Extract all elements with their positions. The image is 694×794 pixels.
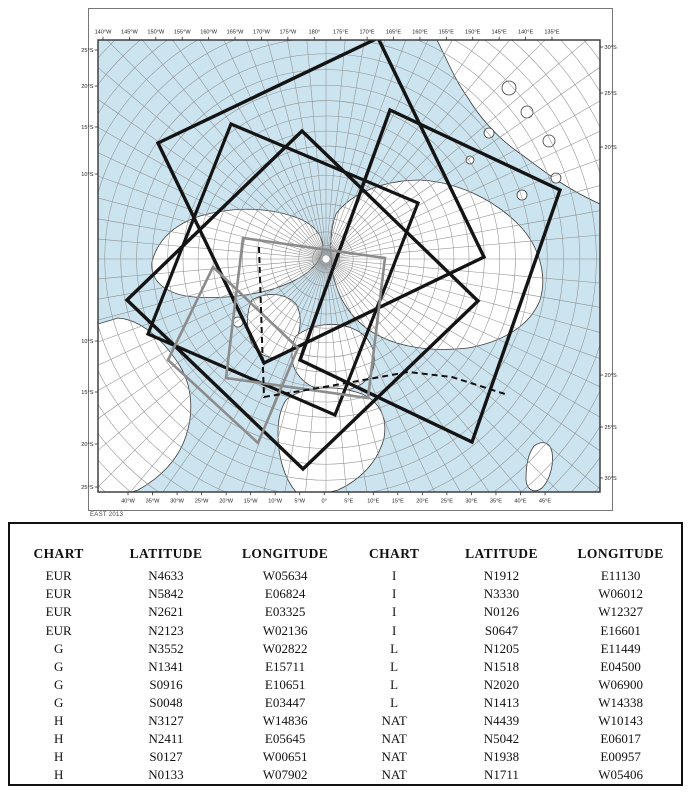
longitude-cell: E15711 <box>265 658 306 674</box>
latitude-cell: N3127 <box>148 712 184 728</box>
tick-label-top: 170°E <box>359 29 375 36</box>
tick-label-bottom: 20°E <box>416 498 429 505</box>
tick-label-bottom: 30°E <box>465 498 478 505</box>
longitude-cell: E00957 <box>600 749 641 765</box>
longitude-cell: E03447 <box>264 694 306 710</box>
table-row <box>10 567 346 585</box>
tick-label-bottom: 25°E <box>440 498 453 505</box>
chart-cell: EUR <box>45 622 72 638</box>
latitude-cell: S0127 <box>149 749 183 765</box>
map-caption: EAST 2013 <box>90 512 124 518</box>
tick-label-bottom: 45°E <box>538 498 552 505</box>
tick-label-top: 175°W <box>279 29 297 36</box>
chart-cell: EUR <box>45 586 72 602</box>
tick-label-top: 175°E <box>333 29 349 36</box>
longitude-cell: W05406 <box>598 767 643 783</box>
column-header-longitude: LONGITUDE <box>242 546 329 561</box>
column-header-latitude: LATITUDE <box>465 546 538 561</box>
latitude-cell: N1205 <box>483 640 520 656</box>
table-row <box>346 730 682 748</box>
tick-label-top: 140°W <box>94 29 112 36</box>
latitude-cell: N1912 <box>483 568 520 584</box>
latitude-cell: N1938 <box>483 749 520 765</box>
chart-cell: G <box>53 640 64 656</box>
table-header-row <box>346 538 682 567</box>
table-row <box>346 712 682 730</box>
latitude-cell: N1341 <box>148 658 184 674</box>
tick-label-top: 155°E <box>438 29 454 36</box>
longitude-cell: W12327 <box>598 604 643 620</box>
longitude-cell: W06900 <box>598 676 643 692</box>
tick-label-right: 25°S <box>604 425 617 431</box>
tick-label-bottom: 35°W <box>145 498 160 505</box>
chart-cell: NAT <box>381 767 407 783</box>
tick-label-top: 165°E <box>385 29 402 36</box>
latitude-cell: N3552 <box>148 640 184 656</box>
chart-cell: H <box>53 767 64 783</box>
latitude-cell: S0647 <box>484 622 519 638</box>
tick-label-left: 10°S <box>81 339 94 345</box>
table-row <box>346 657 682 675</box>
latitude-cell: N0133 <box>148 767 184 783</box>
tick-label-bottom: 15°E <box>391 498 404 505</box>
longitude-cell: E11130 <box>600 568 641 584</box>
chart-cell: H <box>53 731 64 747</box>
tick-label-right: 25°S <box>604 91 617 97</box>
longitude-cell: E06824 <box>264 586 306 602</box>
tick-label-bottom: 25°W <box>194 498 209 505</box>
chart-cell: H <box>53 749 64 765</box>
table-row <box>10 585 346 603</box>
coordinates-table-box <box>8 522 683 786</box>
tick-label-bottom: 10°E <box>367 498 380 505</box>
island-1 <box>521 106 533 118</box>
longitude-cell: W05634 <box>262 568 308 584</box>
longitude-cell: E16601 <box>600 622 641 638</box>
latitude-cell: S0048 <box>149 694 183 710</box>
tick-label-right: 30°S <box>604 45 617 51</box>
tick-label-right: 20°S <box>604 373 617 379</box>
tick-label-left: 20°S <box>81 442 94 448</box>
tick-label-bottom: 5°W <box>294 498 306 505</box>
table-row <box>10 766 346 784</box>
tick-label-top: 150°W <box>147 29 165 36</box>
column-header-chart: CHART <box>369 546 420 561</box>
table-row <box>10 694 346 712</box>
table-row <box>346 748 682 766</box>
island-3 <box>543 135 555 147</box>
tick-label-top: 145°E <box>491 29 507 36</box>
chart-cell: G <box>53 676 64 692</box>
longitude-cell: E11449 <box>600 640 641 656</box>
tick-label-bottom: 5°E <box>344 498 354 505</box>
latitude-cell: N1518 <box>483 658 520 674</box>
tick-label-top: 160°E <box>412 29 428 36</box>
table-row <box>346 621 682 639</box>
chart-cell: NAT <box>381 749 407 765</box>
column-header-longitude: LONGITUDE <box>577 546 664 561</box>
tick-label-left: 25°S <box>81 48 94 54</box>
longitude-cell: W14836 <box>262 712 308 728</box>
longitude-cell: W10143 <box>598 712 643 728</box>
longitude-cell: E10651 <box>264 676 306 692</box>
column-header-chart: CHART <box>33 546 84 561</box>
table-row <box>10 748 346 766</box>
latitude-cell: N3330 <box>483 586 520 602</box>
table-row <box>346 675 682 693</box>
latitude-cell: N5842 <box>148 586 184 602</box>
tick-label-bottom: 20°W <box>219 498 233 505</box>
longitude-cell: W02136 <box>262 622 308 638</box>
tick-label-bottom: 35°E <box>489 498 503 505</box>
tick-label-bottom: 15°W <box>243 498 258 505</box>
tick-label-bottom: 40°W <box>121 498 135 505</box>
tick-label-top: 160°W <box>200 29 218 36</box>
tick-label-right: 20°S <box>604 145 617 151</box>
chart-cell: NAT <box>381 731 407 747</box>
longitude-cell: E06017 <box>600 731 641 747</box>
tick-label-left: 15°S <box>81 125 94 131</box>
pole-marker <box>322 255 330 263</box>
latitude-cell: S0916 <box>149 676 183 692</box>
chart-cell: H <box>53 712 64 728</box>
island-5 <box>551 173 561 183</box>
table-row <box>346 694 682 712</box>
chart-cell: L <box>390 640 399 656</box>
longitude-cell: E03325 <box>264 604 306 620</box>
longitude-cell: W07902 <box>262 767 308 783</box>
chart-cell: EUR <box>45 604 72 620</box>
chart-cell: EUR <box>45 568 72 584</box>
longitude-cell: E05645 <box>264 731 306 747</box>
tick-label-left: 20°S <box>81 84 94 90</box>
table-row <box>346 567 682 585</box>
longitude-cell: W02822 <box>262 640 308 656</box>
latitude-cell: N4633 <box>148 568 184 584</box>
tick-label-bottom: 10°W <box>268 498 283 505</box>
latitude-cell: N0126 <box>483 604 520 620</box>
table-row <box>346 766 682 784</box>
chart-cell: I <box>391 586 397 602</box>
tick-label-bottom: 0° <box>321 498 327 505</box>
longitude-cell: W14338 <box>598 694 643 710</box>
coords-table-right <box>346 538 682 784</box>
latitude-cell: N1711 <box>484 767 519 783</box>
table-row <box>346 603 682 621</box>
table-row <box>10 730 346 748</box>
latitude-cell: N2621 <box>148 604 184 620</box>
chart-cell: L <box>390 658 399 674</box>
latitude-cell: N4439 <box>483 712 520 728</box>
chart-cell: I <box>391 568 397 584</box>
table-row <box>10 639 346 657</box>
latitude-cell: N5042 <box>483 731 520 747</box>
longitude-cell: E04500 <box>600 658 641 674</box>
chart-cell: I <box>391 622 397 638</box>
chart-cell: L <box>390 676 399 692</box>
tick-label-top: 150°E <box>465 29 481 36</box>
tick-label-right: 30°S <box>604 476 617 482</box>
chart-cell: L <box>390 694 399 710</box>
table-row <box>10 621 346 639</box>
tick-label-bottom: 30°W <box>170 498 184 505</box>
latitude-cell: N1413 <box>483 694 520 710</box>
latitude-cell: N2123 <box>148 622 184 638</box>
table-row <box>10 603 346 621</box>
tick-label-top: 165°W <box>226 29 244 36</box>
chart-cell: I <box>391 604 397 620</box>
tick-label-left: 25°S <box>81 485 94 491</box>
chart-cell: G <box>53 658 64 674</box>
tick-label-top: 145°W <box>120 29 138 36</box>
chart-cell: G <box>53 694 64 710</box>
tick-label-top: 170°W <box>253 29 270 36</box>
latitude-cell: N2020 <box>483 676 520 692</box>
tick-label-top: 180° <box>308 29 321 36</box>
coords-table-left <box>10 538 346 784</box>
table-row <box>346 639 682 657</box>
tick-label-bottom: 40°E <box>514 498 527 505</box>
table-header-row <box>10 538 346 567</box>
table-row <box>10 675 346 693</box>
table-row <box>346 585 682 603</box>
table-row <box>10 657 346 675</box>
tick-label-top: 135°E <box>544 29 560 36</box>
latitude-cell: N2411 <box>148 731 184 747</box>
tick-label-top: 155°W <box>173 29 191 36</box>
chart-cell: NAT <box>381 712 407 728</box>
tick-label-left: 10°S <box>81 172 94 178</box>
tick-label-left: 15°S <box>81 390 94 396</box>
table-row <box>10 712 346 730</box>
tick-label-top: 140°E <box>517 29 534 36</box>
longitude-cell: W00651 <box>262 749 308 765</box>
longitude-cell: W06012 <box>598 586 643 602</box>
column-header-latitude: LATITUDE <box>129 546 203 561</box>
